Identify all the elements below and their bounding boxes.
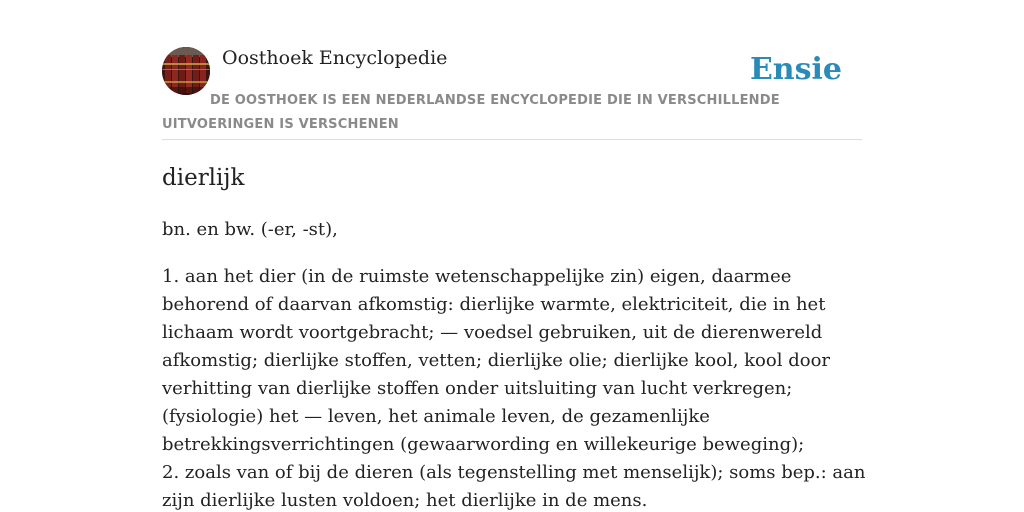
entry-headword: dierlijk xyxy=(162,165,245,191)
encyclopedia-books-icon[interactable] xyxy=(162,47,210,95)
entry-definitions xyxy=(162,263,867,512)
header-divider xyxy=(162,139,862,140)
site-tagline: DE OOSTHOEK IS EEN NEDERLANDSE ENCYCLOPEDIE DIE IN VERSCHILLENDE UITVOERINGEN IS VERSCHENEN xyxy=(162,93,780,132)
definition-1: 1. aan het dier (in de ruimste wetenschappelijke zin) eigen, daarmee behorend of daarvan afkomstig: dierlijke warmte, elektriciteit, die in het lichaam wordt voortgebracht; — voedsel gebruiken, uit de dierenwereld afkomstig; dierlijke stoffen, vetten; dierlijke olie; dierlijke kool, kool door verhitting van dierlijke stoffen onder uitsluiting van lucht verkregen; (fysiologie) het — leven, het animale leven, de gezamenlijke betrekkingsverrichtingen (gewaarwording en willekeurige beweging); xyxy=(162,266,831,455)
brand-logo[interactable]: Ensie xyxy=(749,52,842,87)
site-title[interactable]: Oosthoek Encyclopedie xyxy=(222,47,448,69)
definition-2: 2. zoals van of bij de dieren (als tegenstelling met menselijk); soms bep.: aan zijn dierlijke lusten voldoen; het dierlijke in de mens. xyxy=(162,462,866,511)
entry-grammar: bn. en bw. (-er, -st), xyxy=(162,219,338,240)
